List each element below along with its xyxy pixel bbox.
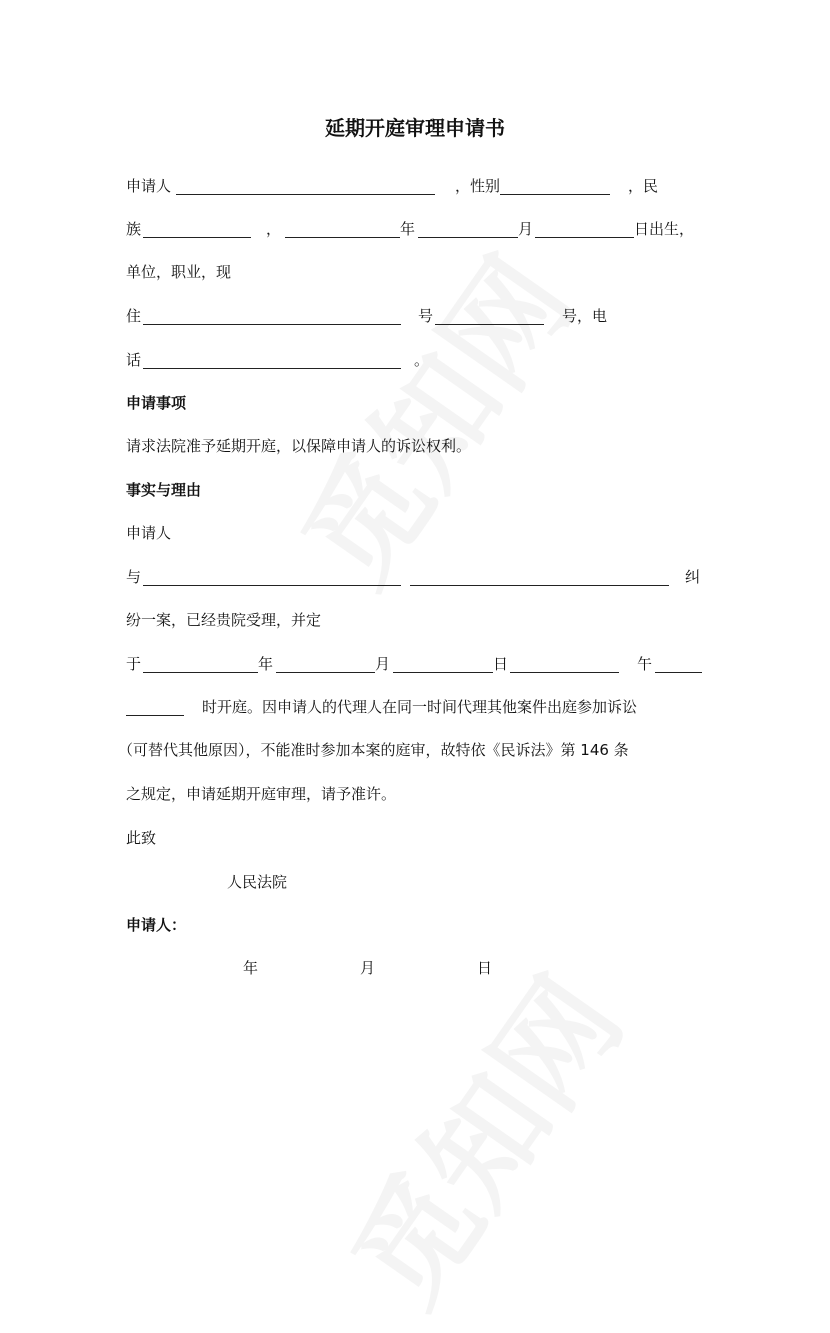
- facts-line7: 之规定，申请延期开庭审理，请予准许。: [126, 785, 397, 803]
- label-on: 于: [126, 655, 142, 673]
- label-phone-start: 号，电: [562, 307, 608, 325]
- label-number: 号: [418, 307, 434, 325]
- blank-birth-month[interactable]: [418, 237, 518, 238]
- label-ethnicity-start: ，民: [628, 177, 659, 195]
- heading-request: 申请事项: [126, 394, 187, 412]
- label-applicant: 申请人: [126, 177, 172, 195]
- facts-applicant: 申请人: [126, 524, 172, 542]
- blank-hearing-year[interactable]: [143, 672, 258, 673]
- watermark: [306, 939, 653, 1333]
- facts-line6: （可替代其他原因），不能准时参加本案的庭审，故特依《民诉法》第 146 条: [118, 741, 629, 759]
- blank-birth-year[interactable]: [285, 237, 400, 238]
- label-dispute-start: 纠: [685, 568, 701, 586]
- blank-hour[interactable]: [655, 672, 702, 673]
- label-month: 月: [518, 220, 534, 238]
- date-month: 月: [360, 959, 376, 977]
- blank-am-pm[interactable]: [510, 672, 619, 673]
- label-year: 年: [400, 220, 416, 238]
- date-day: 日: [477, 959, 493, 977]
- label-year: 年: [258, 655, 274, 673]
- label-day: 日: [493, 655, 509, 673]
- blank-ethnicity[interactable]: [143, 237, 251, 238]
- blank-dispute-type[interactable]: [410, 585, 669, 586]
- label-ethnicity-end: 族: [126, 220, 142, 238]
- label-work-unit: 单位，职业，现: [126, 263, 232, 281]
- date-year: 年: [243, 959, 259, 977]
- blank-hearing-month[interactable]: [276, 672, 375, 673]
- court-name: 人民法院: [227, 873, 288, 891]
- salutation: 此致: [126, 829, 157, 847]
- blank-hearing-day[interactable]: [393, 672, 493, 673]
- period: 。: [414, 351, 430, 369]
- blank-house-number[interactable]: [435, 324, 544, 325]
- blank-hour-cont[interactable]: [126, 715, 184, 716]
- signer-label: 申请人：: [126, 916, 187, 934]
- facts-line3: 纷一案，已经贵院受理，并定: [126, 611, 322, 629]
- blank-birth-day[interactable]: [535, 237, 634, 238]
- facts-line5: 时开庭。因申请人的代理人在同一时间代理其他案件出庭参加诉讼: [202, 698, 638, 716]
- label-address: 住: [126, 307, 142, 325]
- label-month: 月: [375, 655, 391, 673]
- label-phone-end: 话: [126, 351, 142, 369]
- label-gender: ，性别: [455, 177, 501, 195]
- heading-facts: 事实与理由: [126, 481, 202, 499]
- document-title: 延期开庭审理申请书: [325, 116, 505, 140]
- label-born: 日出生，: [634, 220, 695, 238]
- request-text: 请求法院准予延期开庭，以保障申请人的诉讼权利。: [126, 437, 472, 455]
- watermark: [256, 219, 603, 613]
- label-noon: 午: [637, 655, 653, 673]
- comma: ，: [266, 220, 282, 238]
- blank-phone[interactable]: [143, 368, 401, 369]
- label-with: 与: [126, 568, 142, 586]
- blank-address[interactable]: [143, 324, 401, 325]
- blank-gender[interactable]: [500, 194, 610, 195]
- blank-opposing-party[interactable]: [143, 585, 401, 586]
- blank-applicant-name[interactable]: [176, 194, 435, 195]
